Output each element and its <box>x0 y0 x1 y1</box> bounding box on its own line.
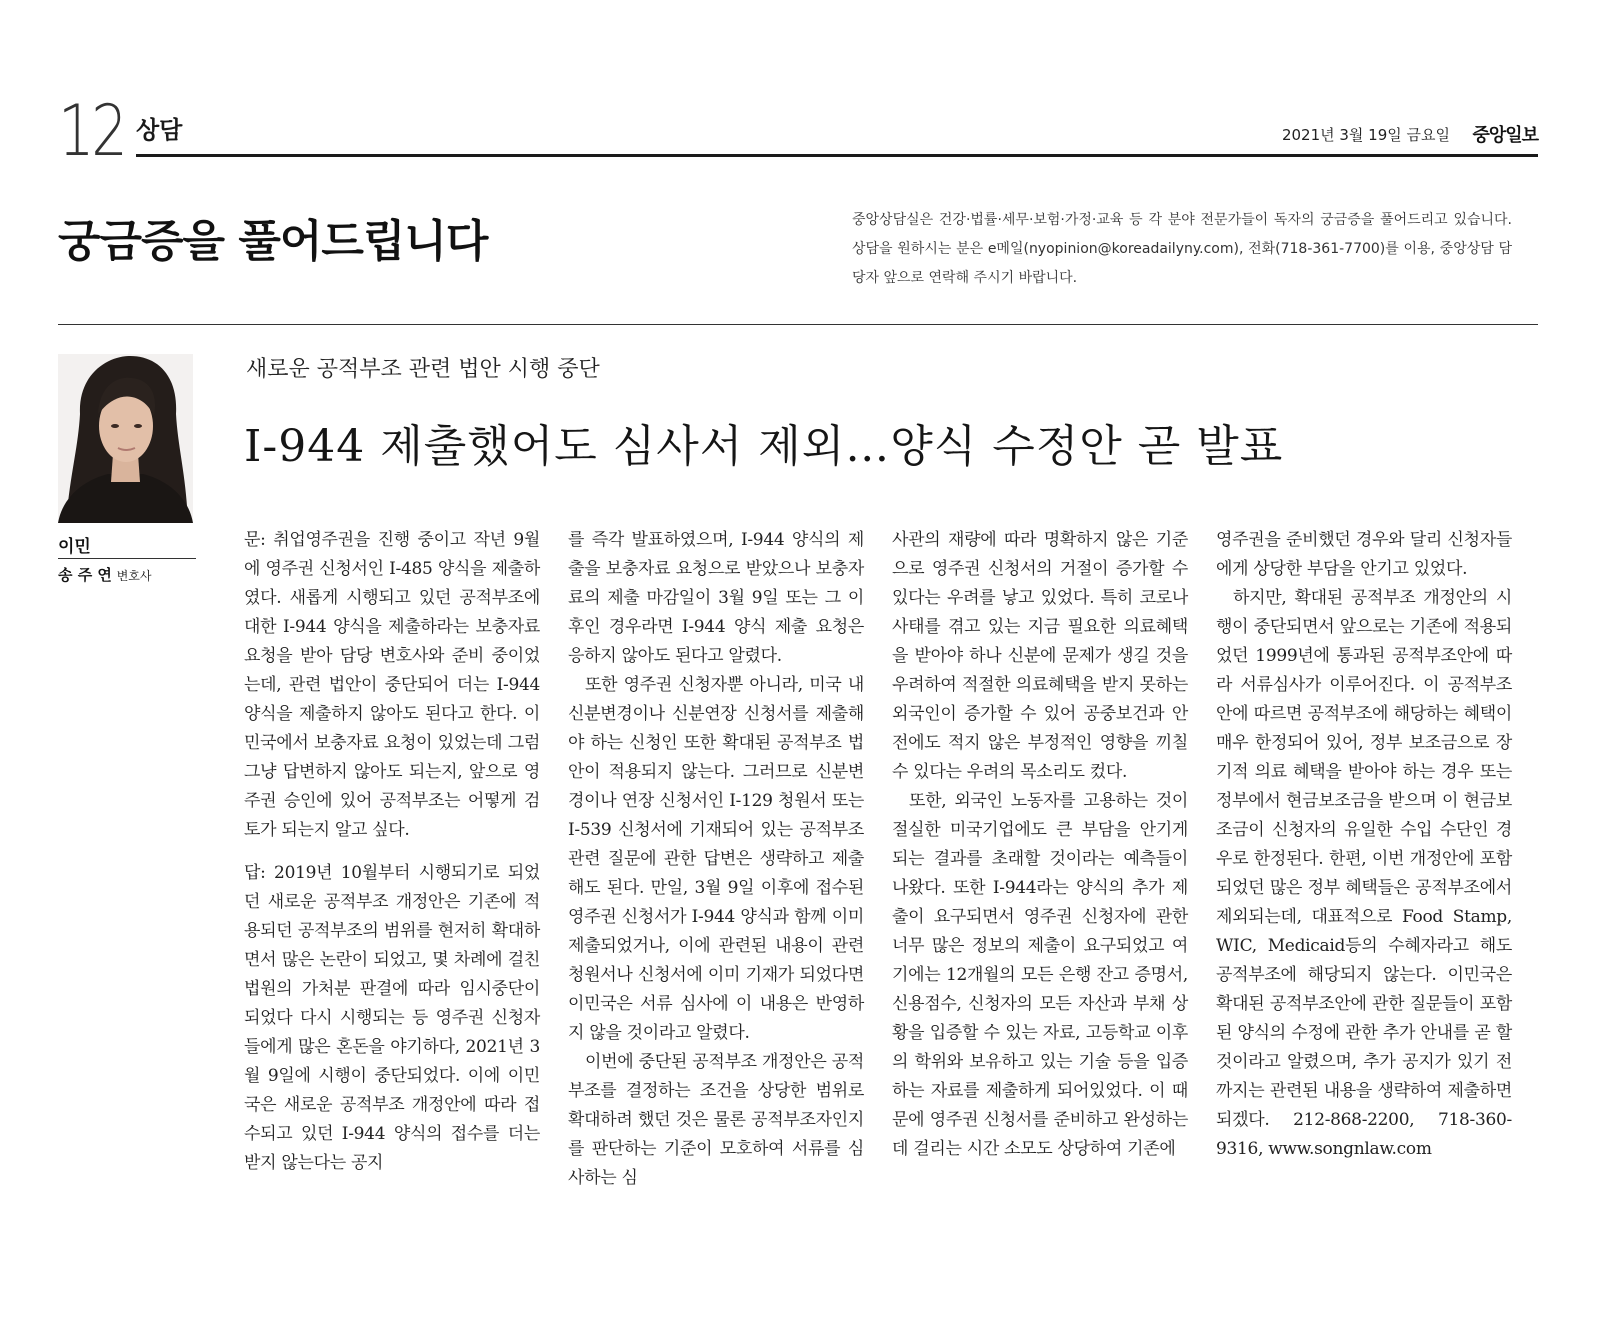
column-intro: 중앙상담실은 건강·법률·세무·보험·가정·교육 등 각 분야 전문가들이 독자의 궁금증을 풀어드리고 있습니다. 상담을 원하시는 분은 e메일(nyopinion@koreadailyny.com), 전화(718-361-7700)를 이용, 중앙상담 담당자 앞으로 연락해 주시기 바랍니다. <box>852 212 1512 286</box>
body-paragraph: 이번에 중단된 공적부조 개정안은 공적부조를 결정하는 조건을 상당한 범위로 확대하려 했던 것은 물론 공적부조자인지를 판단하는 기준이 모호하여 서류를 심사하는 심 <box>568 1052 864 1188</box>
article-headline: I-944 제출했어도 심사서 제외…양식 수정안 곧 발표 <box>244 421 1284 472</box>
body-paragraph: 사관의 재량에 따라 명확하지 않은 기준으로 영주권 신청서의 거절이 증가할 수 있다는 우려를 낳고 있었다. 특히 코로나 사태를 겪고 있는 지금 필요한 의료혜택을 받아야 하나 신분에 문제가 생길 것을 우려하여 적절한 의료혜택을 받지 못하는 외국인이 증가할 수 있어 공중보건과 안전에도 적지 않은 부정적인 영향을 끼칠 수 있다는 우려의 목소리도 컸다. <box>892 530 1188 782</box>
section-name: 상담 <box>136 116 183 144</box>
body-paragraph: 를 즉각 발표하였으며, I-944 양식의 제출을 보충자료 요청으로 받았으나 보충자료의 제출 마감일이 3월 9일 또는 그 이후인 경우라면 I-944 양식 제출 요청은 응하지 않아도 된다고 알렸다. <box>568 530 864 666</box>
article-subheadline: 새로운 공적부조 관련 법안 시행 중단 <box>246 357 600 382</box>
author-title: 변호사 <box>116 569 152 583</box>
section-divider <box>58 324 1538 325</box>
author-byline <box>58 564 151 585</box>
question-paragraph: 문: 취업영주권을 진행 중이고 작년 9월에 영주권 신청서인 I-485 양식을 제출하였다. 새롭게 시행되고 있던 공적부조에 대한 I-944 양식을 제출하라는 보충자료 요청을 받아 담당 변호사와 준비 중이었는데, 관련 법안이 중단되어 더는 I-944 양식을 제출하지 않아도 된다고 한다. 이민국에서 보충자료 요청이 있었는데 그럼 그냥 답변하지 않아도 되는지, 앞으로 영주권 승인에 있어 공적부조는 어떻게 검토가 되는지 알고 싶다. <box>244 530 540 840</box>
article-column-2 <box>568 526 864 1193</box>
answer-paragraph: 답: 2019년 10월부터 시행되기로 되었던 새로운 공적부조 개정안은 기존에 적용되던 공적부조의 범위를 현저히 확대하면서 많은 논란이 되었고, 몇 차례에 걸친 법원의 가처분 판결에 따라 임시중단이 되었다 다시 시행되는 등 영주권 신청자들에게 많은 혼돈을 야기하다, 2021년 3월 9일에 시행이 중단되었다. 이에 이민국은 새로운 공적부조 개정안에 따라 접수되고 있던 I-944 양식의 접수를 더는 받지 않는다는 공지 <box>244 863 540 1173</box>
header-rule <box>136 154 1538 157</box>
author-photo <box>58 354 193 523</box>
page-number: 12 <box>58 90 125 172</box>
author-name: 송 주 연 <box>58 566 112 584</box>
body-paragraph: 하지만, 확대된 공적부조 개정안의 시행이 중단되면서 앞으로는 기존에 적용되었던 1999년에 통과된 공적부조안에 따라 서류심사가 이루어진다. 이 공적부조안에 따르면 공적부조에 해당하는 혜택이 매우 한정되어 있어, 정부 보조금으로 장기적 의료 혜택을 받아야 하는 경우 또는 정부에서 현금보조금을 받으며 이 현금보조금이 신청자의 유일한 수입 수단인 경우로 한정된다. 한편, 이번 개정안에 포함되었던 많은 정부 혜택들은 공적부조에서 제외되는데, 대표적으로 Food Stamp, WIC, Medicaid등의 수혜자라고 해도 공적부조에 해당되지 않는다. 이민국은 확대된 공적부조안에 관한 질문들이 포함된 양식의 수정에 관한 추가 안내를 곧 할 것이라고 알렸으며, 추가 공지가 있기 전까지는 관련된 내용을 생략하여 제출하면 되겠다. 212-868-2200, 718-360-9316, www.songnlaw.com <box>1216 588 1512 1159</box>
article-column-3 <box>892 526 1188 1164</box>
article-column-4 <box>1216 526 1512 1164</box>
body-paragraph: 또한 영주권 신청자뿐 아니라, 미국 내 신분변경이나 신분연장 신청서를 제출해야 하는 신청인 또한 확대된 공적부조 법안이 적용되지 않는다. 그러므로 신분변경이나 연장 신청서인 I-129 청원서 또는 I-539 신청서에 기재되어 있는 공적부조 관련 질문에 관한 답변은 생략하고 제출해도 된다. 만일, 3월 9일 이후에 접수된 영주권 신청서가 I-944 양식과 함께 이미 제출되었거나, 이에 관련된 내용이 관련 청원서나 신청서에 이미 기재가 되었다면 이민국은 서류 심사에 이 내용은 반영하지 않을 것이라고 알렸다. <box>568 675 864 1043</box>
body-paragraph: 영주권을 준비했던 경우와 달리 신청자들에게 상당한 부담을 안기고 있었다. <box>1216 530 1512 579</box>
article-column-1 <box>244 526 540 1178</box>
author-divider <box>58 558 196 559</box>
newspaper-logo: 중앙일보 <box>1472 125 1538 146</box>
publication-date: 2021년 3월 19일 금요일 <box>1281 126 1450 144</box>
body-paragraph: 또한, 외국인 노동자를 고용하는 것이 절실한 미국기업에도 큰 부담을 안기게 되는 결과를 초래할 것이라는 예측들이 나왔다. 또한 I-944라는 양식의 추가 제출이 요구되면서 영주권 신청자에 관한 너무 많은 정보의 제출이 요구되었고 여기에는 12개월의 모든 은행 잔고 증명서, 신용점수, 신청자의 모든 자산과 부채 상황을 입증할 수 있는 자료, 고등학교 이후의 학위와 보유하고 있는 기술 등을 입증하는 자료를 제출하게 되어있었다. 이 때문에 영주권 신청서를 준비하고 완성하는데 걸리는 시간 소모도 상당하여 기존에 <box>892 791 1188 1159</box>
column-title: 궁금증을 풀어드립니다 <box>58 216 488 267</box>
author-portrait-image <box>58 354 193 523</box>
author-field: 이민 <box>58 537 91 557</box>
